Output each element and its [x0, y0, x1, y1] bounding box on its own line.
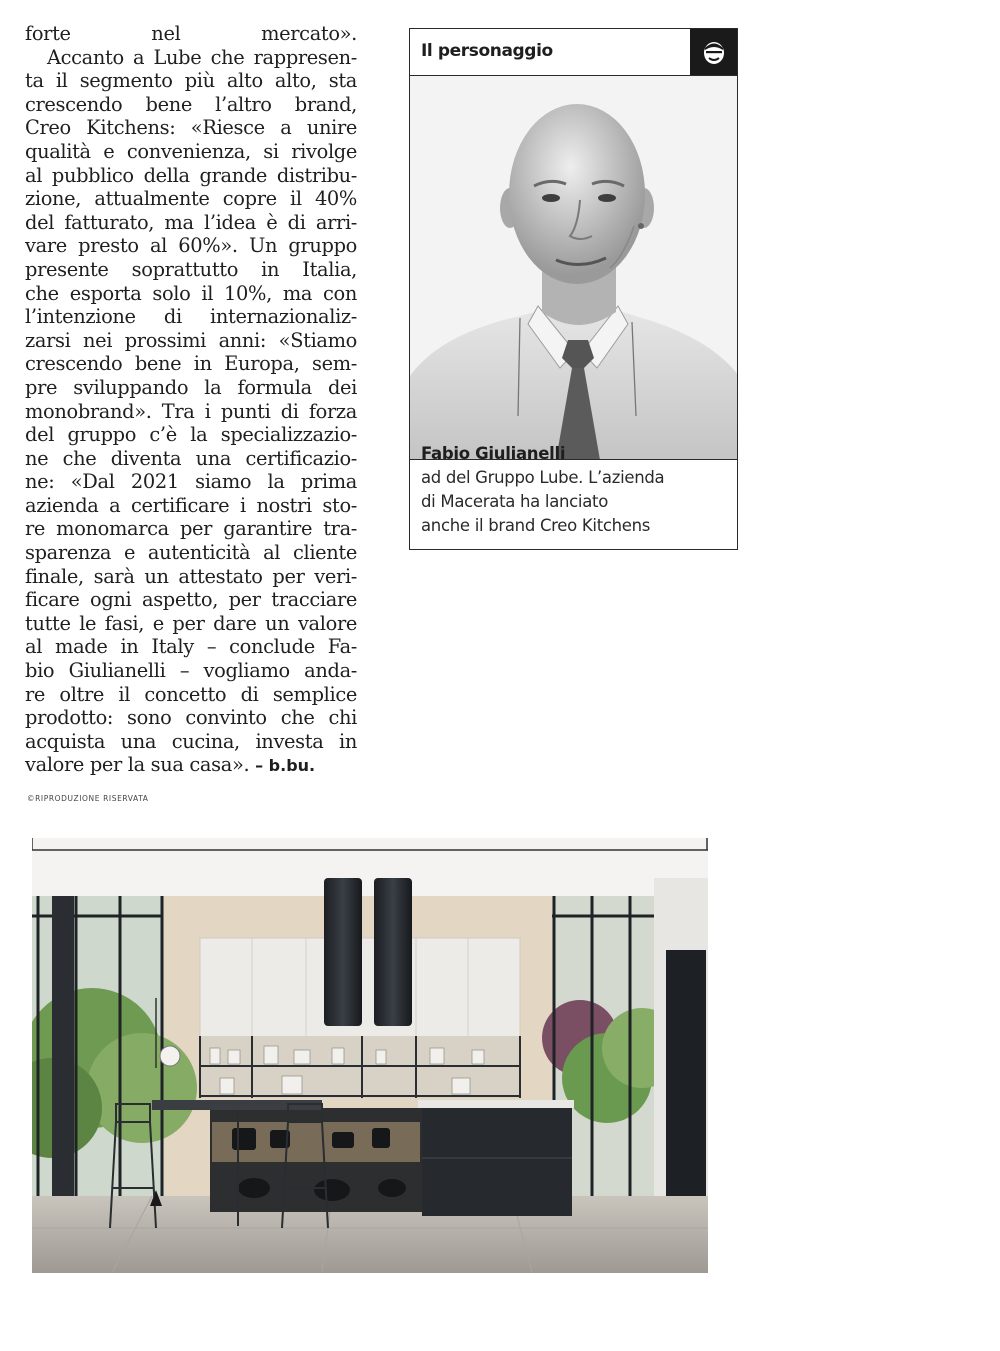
article-line: ta il segmento più alto alto, sta [25, 69, 357, 93]
profile-header [410, 29, 737, 76]
caption-description [421, 466, 731, 538]
article-line: bio Giulianelli – vogliamo anda- [25, 659, 357, 683]
article-line: vare presto al 60%». Un gruppo [25, 234, 357, 258]
copyright-notice: ©RIPRODUZIONE RISERVATA [27, 794, 149, 803]
article-line: del gruppo c’è la specializzazio- [25, 423, 357, 447]
article-line: Creo Kitchens: «Riesce a unire [25, 116, 357, 140]
article-line: presente soprattutto in Italia, [25, 257, 357, 281]
caption-line: anche il brand Creo Kitchens [421, 516, 651, 535]
article-line: del fatturato, ma l’idea è di arri- [25, 210, 357, 234]
article-line: valore per la sua casa». [25, 753, 250, 777]
article-line: Accanto a Lube che rappresen- [47, 45, 357, 69]
article-line: crescendo bene in Europa, sem- [25, 352, 357, 376]
article-line: re oltre il concetto di semplice [25, 682, 357, 706]
caption-line: di Macerata ha lanciato [421, 492, 608, 511]
article-line: ne: «Dal 2021 siamo la prima [25, 470, 357, 494]
article-line: al made in Italy – conclude Fa- [25, 635, 357, 659]
newspaper-logo-icon [690, 29, 737, 75]
caption-line: ad del Gruppo Lube. L’azienda [421, 468, 665, 487]
article-line: zione, attualmente copre il 40% [25, 187, 357, 211]
article-line: crescendo bene l’altro brand, [25, 92, 357, 116]
article-line: ficare ogni aspetto, per tracciare [25, 588, 357, 612]
person-name: Fabio Giulianelli [421, 444, 566, 463]
article-line: sparenza e autenticità al cliente [25, 541, 357, 565]
article-line: re monomarca per garantire tra- [25, 517, 357, 541]
article-line: zarsi nei prossimi anni: «Stiamo [25, 328, 357, 352]
article-line: azienda a certificare i nostri sto- [25, 493, 357, 517]
profile-caption [421, 442, 731, 538]
article-line: acquista una cucina, investa in [25, 729, 357, 753]
article-line: qualità e convenienza, si rivolge [25, 139, 357, 163]
article-line: prodotto: sono convinto che chi [25, 706, 357, 730]
article-line: pre sviluppando la formula dei [25, 375, 357, 399]
article-line: forte nel mercato». [25, 22, 357, 45]
profile-kicker: Il personaggio [421, 41, 553, 61]
article-line: l’intenzione di internazionaliz- [25, 305, 357, 329]
portrait-photo [410, 76, 737, 460]
profile-box [409, 28, 738, 550]
article-last-line [25, 753, 357, 778]
article-line: monobrand». Tra i punti di forza [25, 399, 357, 423]
article-line: tutte le fasi, e per dare un valore [25, 611, 357, 635]
author-signature: – b.bu. [255, 756, 316, 776]
kitchen-photo [32, 838, 708, 1273]
article-line: al pubblico della grande distribu- [25, 163, 357, 187]
article-line: finale, sarà un attestato per veri- [25, 564, 357, 588]
article-line: che esporta solo il 10%, ma con [25, 281, 357, 305]
article-body [25, 22, 357, 778]
article-line: ne che diventa una certificazio- [25, 446, 357, 470]
